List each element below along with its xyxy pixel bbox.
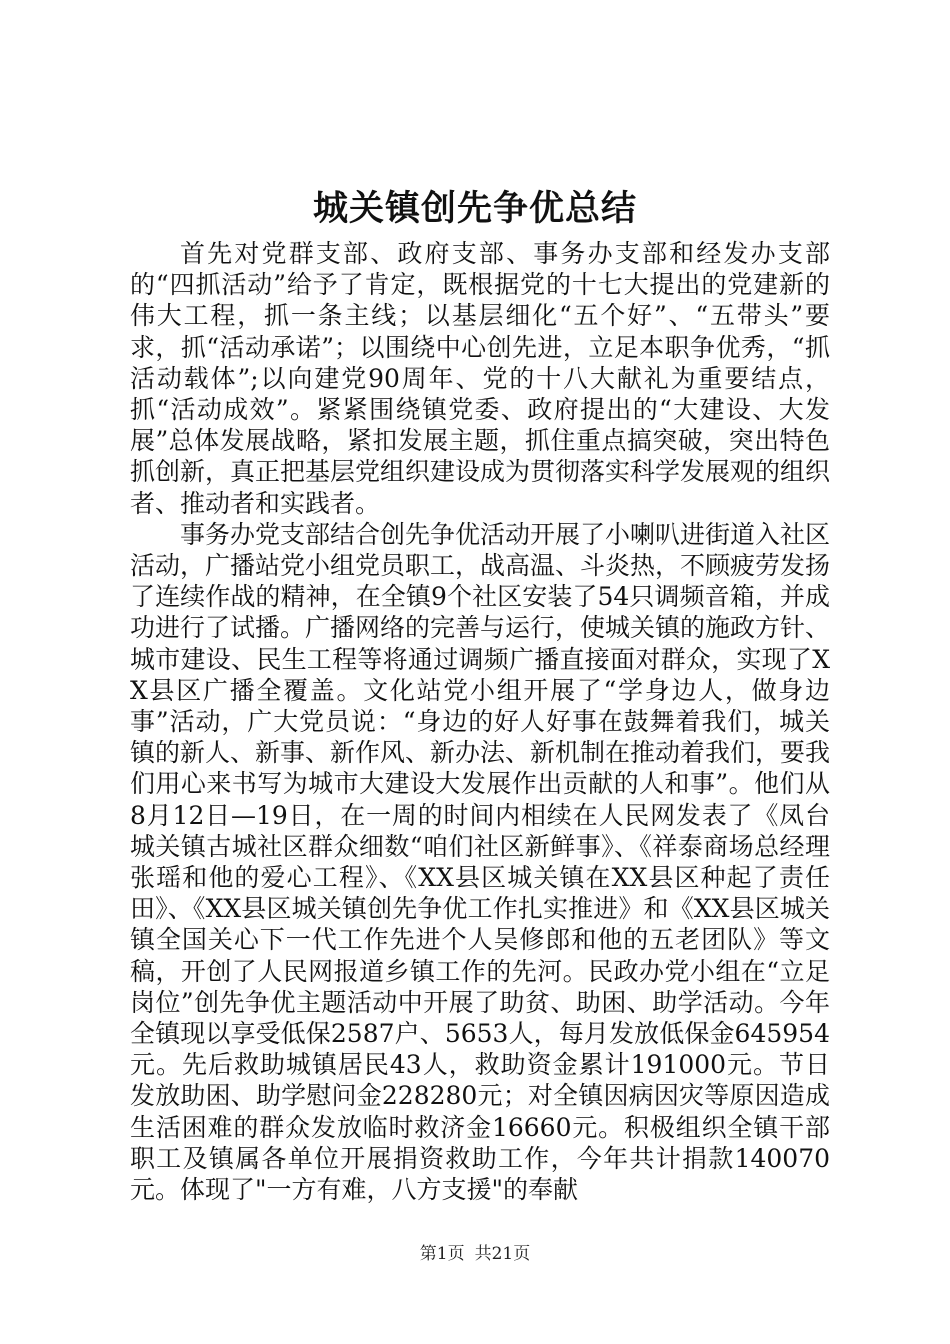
document-title: 城关镇创先争优总结 [312,188,637,229]
page-number-total: 共21页 [474,1244,531,1264]
body-paragraph: 首先对党群支部、政府支部、事务办支部和经发办支部的“四抓活动”给予了肯定，既根据党的十七大提出的党建新的伟大工程，抓一条主线；以基层细化“五个好”、“五带头”要求，抓“活动承诺”；以围绕中心创先进，立足本职争优秀，“抓活动载体”;以向建党90周年、党的十八大献礼为重要结点，抓“活动成效”。紧紧围绕镇党委、政府提出的“大建设、大发展”总体发展战略，紧扣发展主题，抓住重点搞突破，突出特色抓创新，真正把基层党组织建设成为贯彻落实科学发展观的组织者、推动者和实践者。 [130,239,831,518]
page-number-current: 第1页 [419,1244,465,1264]
document-body [130,238,830,1205]
page-footer [0,1242,950,1266]
body-paragraph: 事务办党支部结合创先争优活动开展了小喇叭进街道入社区活动，广播站党小组党员职工，战高温、斗炎热，不顾疲劳发扬了连续作战的精神，在全镇9个社区安装了54只调频音箱，并成功进行了试播。广播网络的完善与运行，使城关镇的施政方针、城市建设、民生工程等将通过调频广播直接面对群众，实现了XX县区广播全覆盖。文化站党小组开展了“学身边人，做身边事”活动，广大党员说：“身边的好人好事在鼓舞着我们，城关镇的新人、新事、新作风、新办法、新机制在推动着我们，要我们用心来书写为城市大建设大发展作出贡献的人和事”。他们从8月12日—19日，在一周的时间内相续在人民网发表了《凤台城关镇古城社区群众细数“咱们社区新鲜事》、《祥泰商场总经理张瑶和他的爱心工程》、《XX县区城关镇在XX县区种起了责任田》、《XX县区城关镇创先争优工作扎实推进》和《XX县区城关镇全国关心下一代工作先进个人吴修郎和他的五老团队》等文稿，开创了人民网报道乡镇工作的先河。民政办党小组在“立足岗位”创先争优主题活动中开展了助贫、助困、助学活动。今年全镇现以享受低保2587户、5653人，每月发放低保金645954元。先后救助城镇居民43人，救助资金累计191000元。节日发放助困、助学慰问金228280元；对全镇因病因灾等原因造成生活困难的群众发放临时救济金16660元。积极组织全镇干部职工及镇属各单位开展捐资救助工作，今年共计捐款140070元。体现了"一方有难，八方支援"的奉献 [130,519,831,1205]
